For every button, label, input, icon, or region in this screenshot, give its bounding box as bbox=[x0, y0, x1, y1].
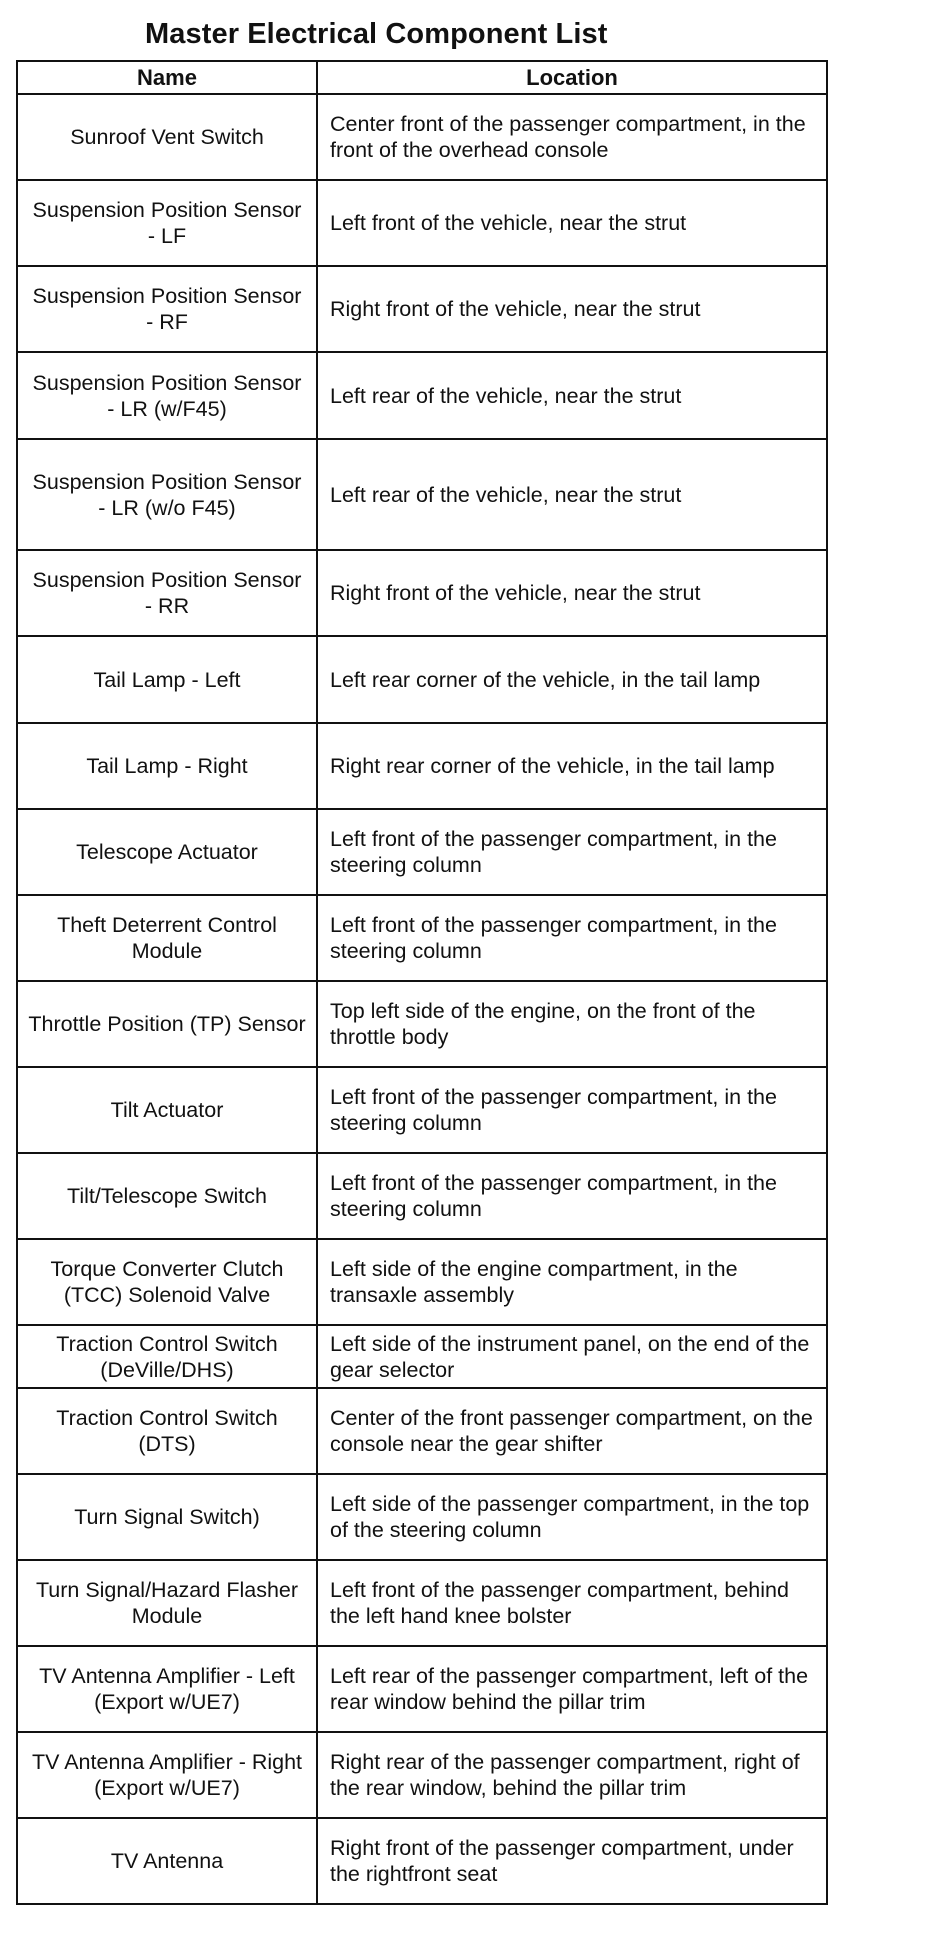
component-name: Suspension Position Sensor - LF bbox=[17, 180, 317, 266]
component-location: Center front of the passenger compartment, in the front of the overhead console bbox=[317, 94, 827, 180]
component-location: Right front of the passenger compartment, under the rightfront seat bbox=[317, 1818, 827, 1904]
component-location: Left rear of the vehicle, near the strut bbox=[317, 352, 827, 439]
table-header-row bbox=[17, 61, 827, 94]
table-row bbox=[17, 1067, 827, 1153]
component-location: Left front of the passenger compartment, in the steering column bbox=[317, 895, 827, 981]
table-row bbox=[17, 180, 827, 266]
component-name: Theft Deterrent Control Module bbox=[17, 895, 317, 981]
component-name: Tail Lamp - Left bbox=[17, 636, 317, 723]
table-row bbox=[17, 1153, 827, 1239]
table-row bbox=[17, 1818, 827, 1904]
component-location: Left front of the passenger compartment, in the steering column bbox=[317, 1067, 827, 1153]
component-name: Tilt/Telescope Switch bbox=[17, 1153, 317, 1239]
table-row bbox=[17, 809, 827, 895]
table-row bbox=[17, 895, 827, 981]
component-name: Telescope Actuator bbox=[17, 809, 317, 895]
component-name: Tilt Actuator bbox=[17, 1067, 317, 1153]
component-location: Left front of the passenger compartment, in the steering column bbox=[317, 809, 827, 895]
table-row bbox=[17, 636, 827, 723]
component-name: Suspension Position Sensor - LR (w/o F45) bbox=[17, 439, 317, 550]
table-row bbox=[17, 1325, 827, 1388]
component-name: Traction Control Switch (DTS) bbox=[17, 1388, 317, 1474]
component-name: Suspension Position Sensor - RR bbox=[17, 550, 317, 636]
table-row bbox=[17, 1560, 827, 1646]
component-name: Tail Lamp - Right bbox=[17, 723, 317, 809]
page-title: Master Electrical Component List bbox=[145, 18, 608, 50]
table-row bbox=[17, 94, 827, 180]
table-row bbox=[17, 439, 827, 550]
component-location: Right front of the vehicle, near the strut bbox=[317, 266, 827, 352]
component-location: Left rear of the passenger compartment, left of the rear window behind the pillar trim bbox=[317, 1646, 827, 1732]
table-row bbox=[17, 981, 827, 1067]
component-location: Left rear of the vehicle, near the strut bbox=[317, 439, 827, 550]
column-header-location: Location bbox=[317, 61, 827, 94]
component-name: TV Antenna Amplifier - Left (Export w/UE7) bbox=[17, 1646, 317, 1732]
table-row bbox=[17, 1239, 827, 1325]
component-location: Left front of the passenger compartment, behind the left hand knee bolster bbox=[317, 1560, 827, 1646]
table-row bbox=[17, 1474, 827, 1560]
table-row bbox=[17, 550, 827, 636]
component-name: Suspension Position Sensor - RF bbox=[17, 266, 317, 352]
component-name: Suspension Position Sensor - LR (w/F45) bbox=[17, 352, 317, 439]
component-name: Turn Signal/Hazard Flasher Module bbox=[17, 1560, 317, 1646]
table-row bbox=[17, 1732, 827, 1818]
component-name: TV Antenna Amplifier - Right (Export w/UE7) bbox=[17, 1732, 317, 1818]
component-location: Right rear of the passenger compartment, right of the rear window, behind the pillar trim bbox=[317, 1732, 827, 1818]
table-row bbox=[17, 266, 827, 352]
component-location: Right front of the vehicle, near the strut bbox=[317, 550, 827, 636]
component-name: Torque Converter Clutch (TCC) Solenoid Valve bbox=[17, 1239, 317, 1325]
component-location: Top left side of the engine, on the front of the throttle body bbox=[317, 981, 827, 1067]
component-location: Left front of the passenger compartment, in the steering column bbox=[317, 1153, 827, 1239]
column-header-name: Name bbox=[17, 61, 317, 94]
component-location: Left front of the vehicle, near the strut bbox=[317, 180, 827, 266]
component-name: TV Antenna bbox=[17, 1818, 317, 1904]
component-name: Turn Signal Switch) bbox=[17, 1474, 317, 1560]
component-location: Center of the front passenger compartment, on the console near the gear shifter bbox=[317, 1388, 827, 1474]
table-row bbox=[17, 1646, 827, 1732]
component-location: Left side of the engine compartment, in the transaxle assembly bbox=[317, 1239, 827, 1325]
component-name: Sunroof Vent Switch bbox=[17, 94, 317, 180]
component-location: Left rear corner of the vehicle, in the tail lamp bbox=[317, 636, 827, 723]
component-name: Throttle Position (TP) Sensor bbox=[17, 981, 317, 1067]
component-name: Traction Control Switch (DeVille/DHS) bbox=[17, 1325, 317, 1388]
component-location: Right rear corner of the vehicle, in the tail lamp bbox=[317, 723, 827, 809]
component-location: Left side of the instrument panel, on the end of the gear selector bbox=[317, 1325, 827, 1388]
table-row bbox=[17, 352, 827, 439]
component-table bbox=[16, 60, 828, 1905]
table-row bbox=[17, 1388, 827, 1474]
component-location: Left side of the passenger compartment, in the top of the steering column bbox=[317, 1474, 827, 1560]
table-row bbox=[17, 723, 827, 809]
